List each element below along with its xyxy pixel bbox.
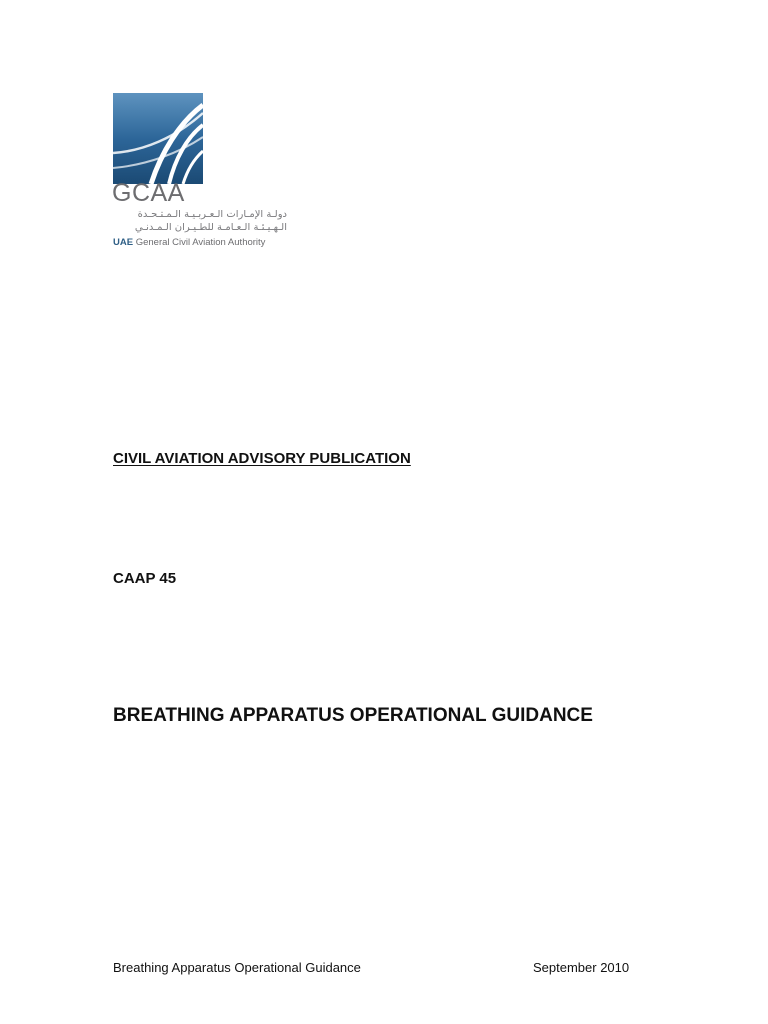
gcaa-logo bbox=[113, 93, 293, 253]
logo-english-name bbox=[113, 238, 265, 248]
publication-number: CAAP 45 bbox=[113, 570, 177, 587]
gcaa-logo-mark bbox=[113, 93, 203, 184]
document-title: BREATHING APPARATUS OPERATIONAL GUIDANCE bbox=[113, 705, 593, 726]
logo-arabic-line-2: الـهـيـئـة الـعـامـة للطـيـران الـمـدنـي bbox=[134, 223, 287, 233]
footer-title: Breathing Apparatus Operational Guidance bbox=[113, 960, 361, 975]
logo-arabic-line-1: دولـة الإمـارات الـعـربـيـة الـمـتـحـدة bbox=[137, 210, 287, 220]
logo-wordmark: GCAA bbox=[112, 179, 185, 207]
logo-english-rest: General Civil Aviation Authority bbox=[133, 237, 266, 248]
publication-type-heading: CIVIL AVIATION ADVISORY PUBLICATION bbox=[113, 450, 411, 467]
logo-english-strong: UAE bbox=[113, 237, 134, 248]
footer-date: September 2010 bbox=[533, 960, 630, 975]
